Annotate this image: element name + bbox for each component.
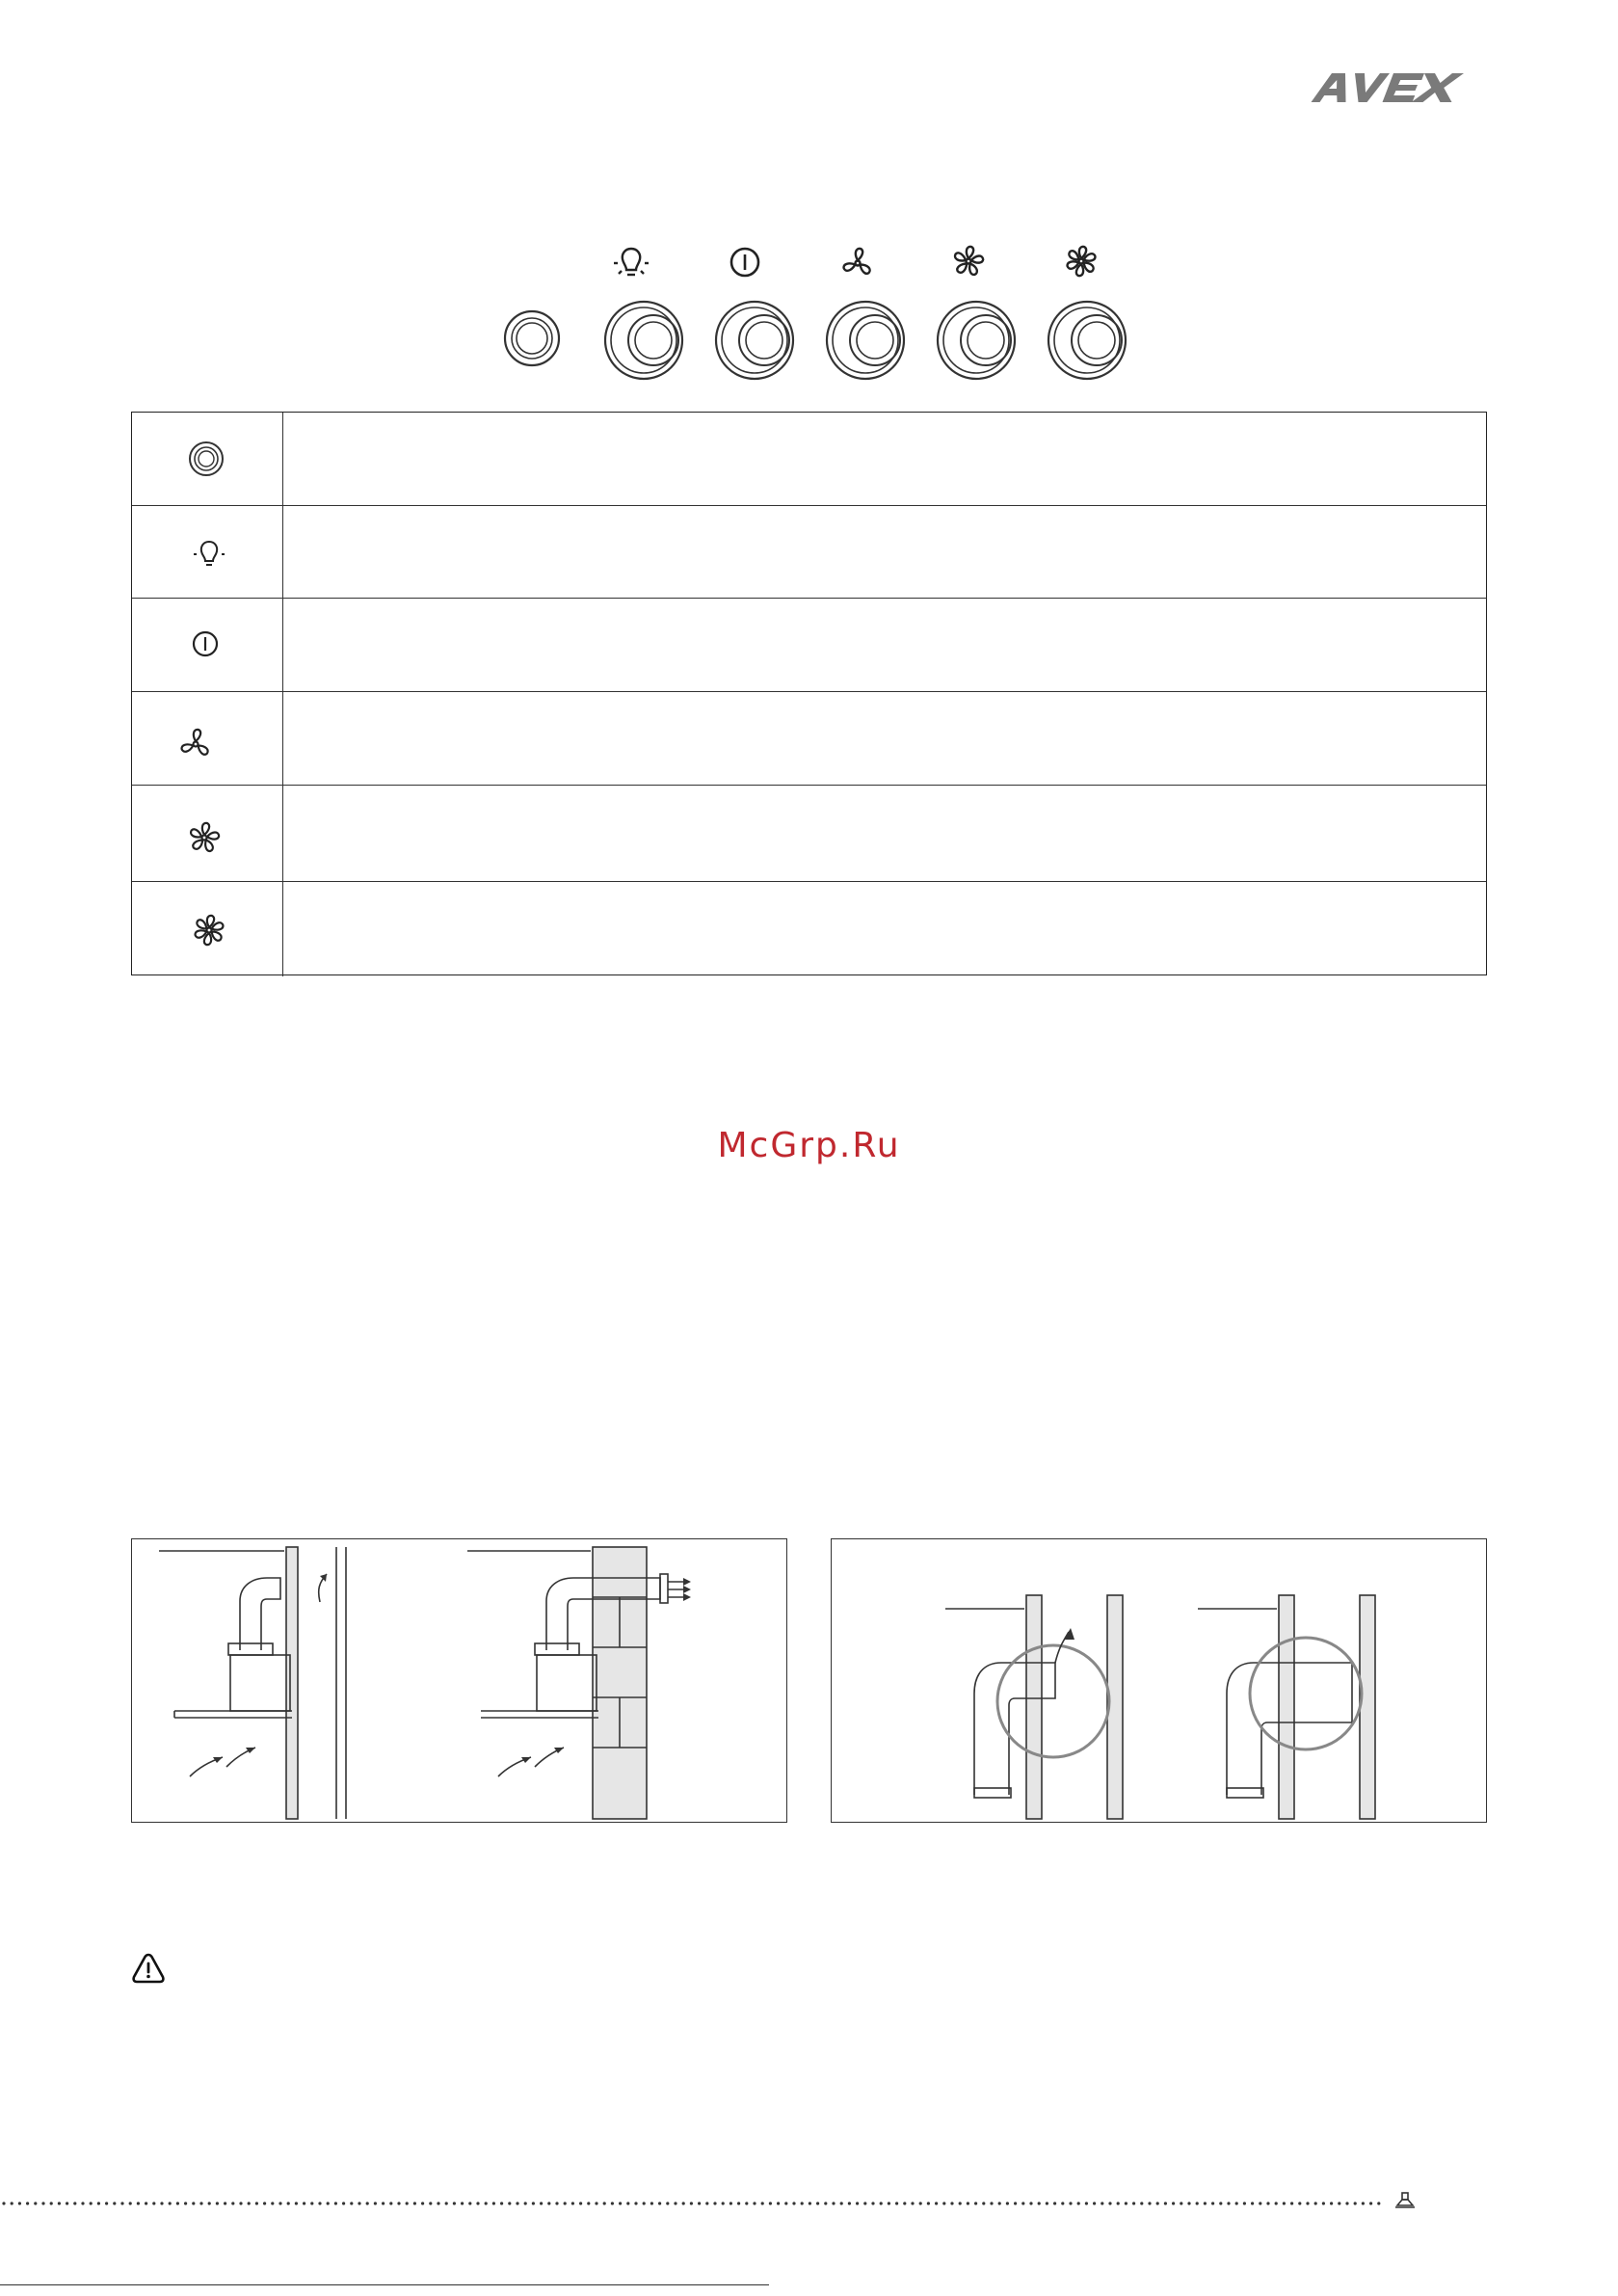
control-panel xyxy=(482,236,1147,390)
footer-rule xyxy=(0,2284,769,2285)
table-row xyxy=(132,505,1486,598)
brand-logo xyxy=(1309,69,1488,106)
table-icon-cell xyxy=(132,506,283,598)
fan-speed-3-button[interactable] xyxy=(1048,302,1126,379)
table-icon-cell xyxy=(132,599,283,691)
table-description xyxy=(296,692,1476,785)
fan-speed-2-icon xyxy=(186,819,223,856)
duct-exhaust-illustration xyxy=(132,1539,788,1824)
table-row xyxy=(132,691,1486,785)
fan-speed-3-icon xyxy=(1066,247,1096,276)
table-icon-cell xyxy=(132,882,283,976)
led-indicator-icon xyxy=(187,440,225,478)
fan-speed-3-icon xyxy=(191,912,227,948)
power-button[interactable] xyxy=(716,302,793,379)
light-button[interactable] xyxy=(605,302,682,379)
power-icon xyxy=(189,627,222,660)
table-icon-cell xyxy=(132,786,283,881)
footer-dotted-rule xyxy=(0,2199,1388,2208)
table-row xyxy=(132,413,1486,505)
fan-speed-2-button[interactable] xyxy=(938,302,1015,379)
fan-speed-1-icon xyxy=(177,726,214,762)
wall-duct-illustration xyxy=(832,1539,1488,1824)
cooker-hood-icon xyxy=(1393,2191,1417,2210)
light-bulb-icon xyxy=(192,535,226,570)
warning-icon xyxy=(131,1952,166,1985)
light-bulb-icon xyxy=(614,249,649,275)
fan-speed-1-icon xyxy=(842,249,871,275)
fan-speed-1-button[interactable] xyxy=(827,302,904,379)
table-row xyxy=(132,598,1486,691)
table-description xyxy=(296,882,1476,976)
table-row xyxy=(132,785,1486,881)
fan-speed-2-icon xyxy=(954,247,984,276)
table-icon-cell xyxy=(132,692,283,785)
power-icon xyxy=(731,249,758,276)
watermark-text: McGrp.Ru xyxy=(717,1126,901,1165)
table-description xyxy=(296,786,1476,881)
controls-table xyxy=(131,412,1487,975)
duct-exhaust-diagram xyxy=(131,1538,787,1823)
table-description xyxy=(296,599,1476,691)
table-icon-cell xyxy=(132,413,283,505)
table-row xyxy=(132,881,1486,976)
led-indicator xyxy=(505,311,559,365)
table-description xyxy=(296,413,1476,505)
table-description xyxy=(296,506,1476,598)
wall-duct-connection-diagram xyxy=(831,1538,1487,1823)
